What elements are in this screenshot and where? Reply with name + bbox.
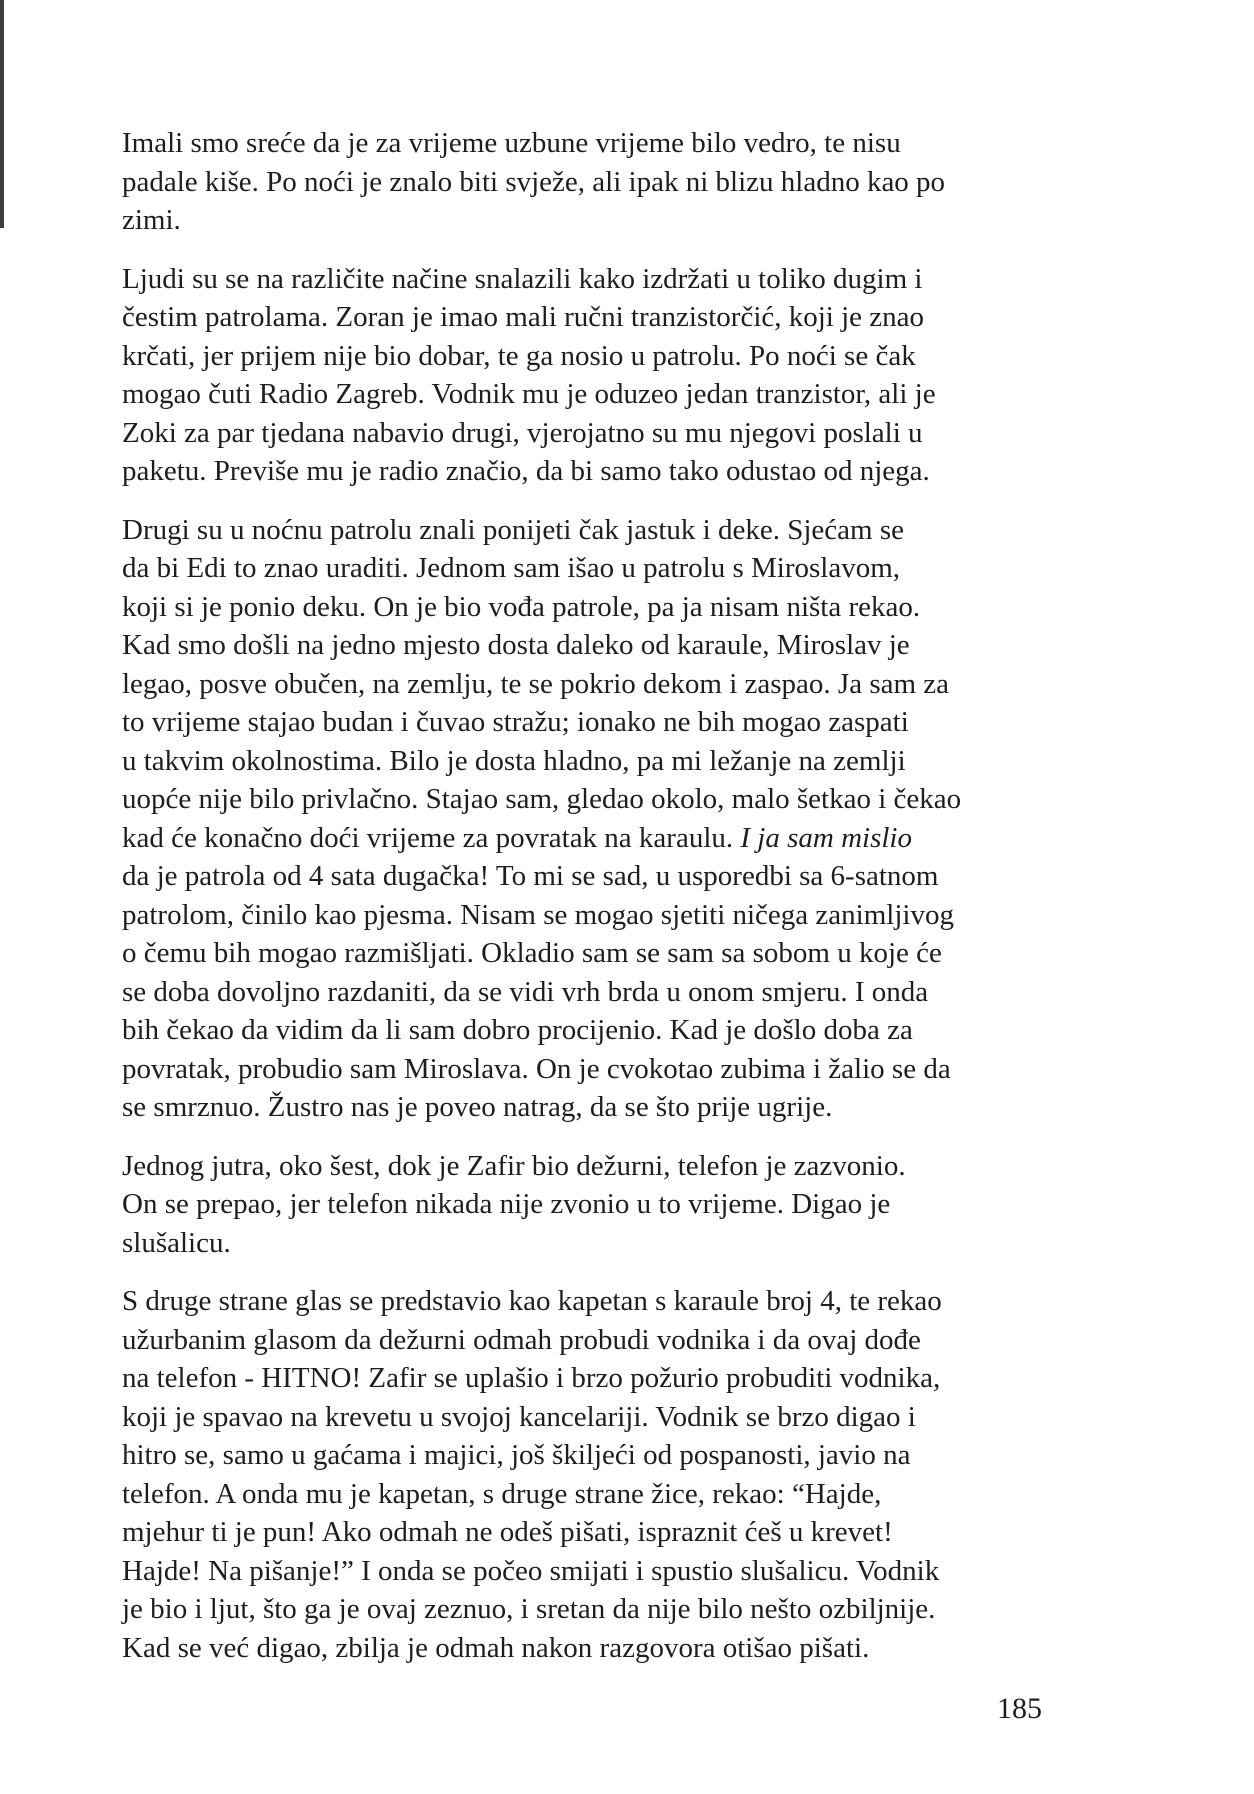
text-line: krčati, jer prijem nije bio dobar, te ga nosio u patrolu. Po noći se čak (122, 339, 916, 372)
text-line: čestim patrolama. Zoran je imao mali ručni tranzistorčić, koji je znao (122, 301, 925, 333)
text-line: na telefon - HITNO! Zafir se uplašio i brzo požurio probuditi vodnika, (122, 1362, 941, 1394)
text-line: S druge strane glas se predstavio kao kapetan s karaule broj 4, te rekao (122, 1285, 942, 1317)
text-line: se smrznuo. Žustro nas je poveo natrag, da se što prije ugrije. (122, 1091, 833, 1123)
text-line: u takvim okolnostima. Bilo je dosta hladno, pa mi ležanje na zemlji (122, 744, 906, 777)
text-line: je bio i ljut, što ga je ovaj zeznuo, i sretan da nije bilo nešto ozbiljnije. (122, 1593, 936, 1625)
text-line: Hajde! Na pišanje!” I onda se počeo smijati i spustio slušalicu. Vodnik (122, 1554, 940, 1587)
text-line: da je patrola od 4 sata dugačka! To mi se sad, u usporedbi sa 6-satnom (122, 860, 939, 892)
text-line: povratak, probudio sam Miroslava. On je cvokotao zubima i žalio se da (122, 1052, 951, 1085)
text-line: koji si je ponio deku. On je bio vođa patrole, pa ja nisam ništa rekao. (122, 590, 921, 623)
text-line: telefon. A onda mu je kapetan, s druge strane žice, rekao: “Hajde, (122, 1477, 882, 1510)
text-line: o čemu bih mogao razmišljati. Okladio sam se sam sa sobom u koje će (122, 937, 942, 969)
italic-segment: I ja sam mislio (740, 821, 912, 854)
text-line: Imali smo sreće da je za vrijeme uzbune vrijeme bilo vedro, te nisu (122, 127, 901, 159)
text-line: Kad se već digao, zbilja je odmah nakon razgovora otišao pišati. (122, 1631, 870, 1664)
text-line: bih čekao da vidim da li sam dobro procijenio. Kad je došlo doba za (122, 1014, 913, 1046)
text-line: se doba dovoljno razdaniti, da se vidi vrh brda u onom smjeru. I onda (122, 975, 929, 1008)
text-line: užurbanim glasom da dežurni odmah probudi vodnika i da ovaj dođe (122, 1323, 921, 1356)
text-line: mogao čuti Radio Zagreb. Vodnik mu je oduzeo jedan tranzistor, ali je (122, 378, 936, 410)
text-line: patrolom, činilo kao pjesma. Nisam se mogao sjetiti ničega zanimljivog (122, 898, 954, 931)
text-line: paketu. Previše mu je radio značio, da bi samo tako odustao od njega. (122, 455, 930, 487)
page-number: 185 (997, 1692, 1042, 1725)
text-line: Jednog jutra, oko šest, dok je Zafir bio dežurni, telefon je zazvonio. (122, 1149, 906, 1182)
text-line: legao, posve obučen, na zemlju, te se pokrio dekom i zaspao. Ja sam za (122, 667, 950, 700)
paragraph (122, 260, 1082, 491)
scan-artifact (0, 0, 4, 228)
paragraph (122, 1282, 1082, 1667)
paragraph (122, 1147, 1082, 1263)
text-line: slušalicu. (122, 1226, 231, 1259)
text-line: padale kiše. Po noći je znalo biti svježe, ali ipak ni blizu hladno kao po (122, 165, 946, 198)
text-line: uopće nije bilo privlačno. Stajao sam, gledao okolo, malo šetkao i čekao (122, 783, 962, 815)
text-line: to vrijeme stajao budan i čuvao stražu; ionako ne bih mogao zaspati (122, 706, 909, 738)
text-block (122, 124, 1082, 1687)
text-line: Kad smo došli na jedno mjesto dosta daleko od karaule, Miroslav je (122, 629, 910, 661)
paragraph (122, 124, 1082, 240)
text-line: da bi Edi to znao uraditi. Jednom sam išao u patrolu s Miroslavom, (122, 552, 901, 584)
paragraph (122, 511, 1082, 1127)
text-line: mjehur ti je pun! Ako odmah ne odeš pišati, ispraznit ćeš u krevet! (122, 1516, 893, 1548)
text-line: On se prepao, jer telefon nikada nije zvonio u to vrijeme. Digao je (122, 1188, 891, 1220)
text-line: Ljudi su se na različite načine snalazili kako izdržati u toliko dugim i (122, 262, 923, 295)
text-line: koji je spavao na krevetu u svojoj kancelariji. Vodnik se brzo digao i (122, 1400, 916, 1433)
text-line: zimi. (122, 204, 181, 236)
text-line: hitro se, samo u gaćama i majici, još škiljeći od pospanosti, javio na (122, 1439, 911, 1471)
text-line: Drugi su u noćnu patrolu znali ponijeti čak jastuk i deke. Sjećam se (122, 513, 904, 546)
text-line (122, 819, 1082, 858)
text-line: Zoki za par tjedana nabavio drugi, vjerojatno su mu njegovi poslali u (122, 416, 923, 449)
text-segment: kad će konačno doći vrijeme za povratak na karaulu. (122, 821, 741, 854)
